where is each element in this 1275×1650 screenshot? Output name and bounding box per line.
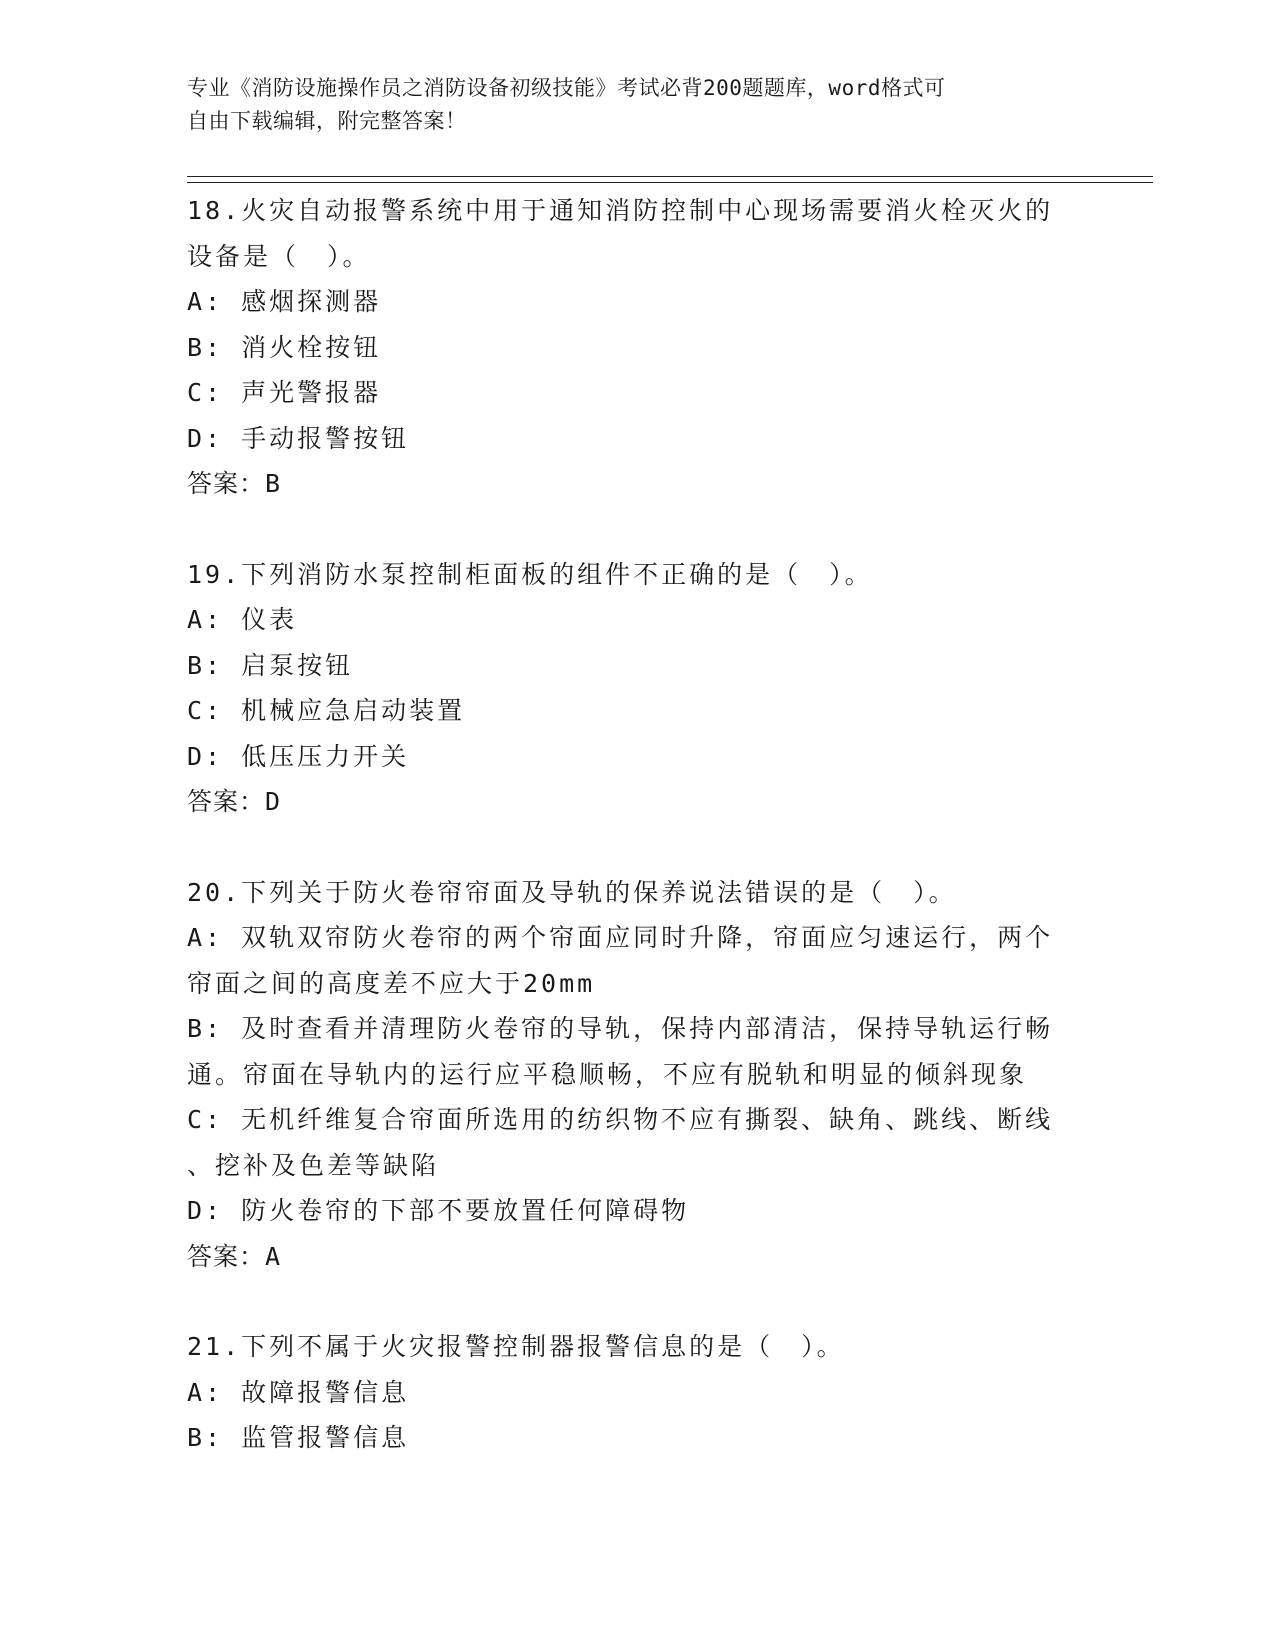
answer-option: 帘面之间的高度差不应大于20mm — [187, 968, 596, 998]
question-stem: 18.火灾自动报警系统中用于通知消防控制中心现场需要消火栓灭火的 — [187, 196, 1054, 225]
answer-option: D: 手动报警按钮 — [187, 423, 410, 453]
answer-key: 答案：A — [187, 1241, 282, 1271]
answer-option: 、挖补及色差等缺陷 — [187, 1150, 440, 1180]
answer-option: B: 监管报警信息 — [187, 1423, 410, 1452]
question-list — [187, 188, 1087, 1461]
answer-option: D: 低压压力开关 — [187, 741, 410, 771]
answer-option: A: 双轨双帘防火卷帘的两个帘面应同时升降，帘面应匀速运行，两个 — [187, 923, 1054, 952]
answer-option: C: 声光警报器 — [187, 378, 382, 407]
answer-key: 答案：B — [187, 469, 282, 498]
question-item — [187, 1324, 1087, 1461]
header-line-1: 专业《消防设施操作员之消防设备初级技能》考试必背200题题库，word格式可 — [187, 76, 946, 100]
question-item — [187, 870, 1087, 1280]
answer-option: 通。帘面在导轨内的运行应平稳顺畅，不应有脱轨和明显的倾斜现象 — [187, 1059, 1028, 1089]
answer-option: B: 启泵按钮 — [187, 650, 354, 680]
question-stem: 20.下列关于防火卷帘帘面及导轨的保养说法错误的是（ ）。 — [187, 877, 957, 907]
answer-option: B: 消火栓按钮 — [187, 332, 382, 362]
header-line-2: 自由下载编辑，附完整答案！ — [187, 109, 467, 133]
answer-option: A: 感烟探测器 — [187, 287, 382, 316]
document-header — [187, 72, 1067, 138]
header-divider-top — [187, 176, 1153, 177]
question-stem: 19.下列消防水泵控制柜面板的组件不正确的是（ ）。 — [187, 559, 873, 589]
answer-option: A: 故障报警信息 — [187, 1377, 410, 1407]
question-stem: 设备是（ ）。 — [187, 241, 371, 271]
answer-option: D: 防火卷帘的下部不要放置任何障碍物 — [187, 1196, 690, 1225]
header-divider-bottom — [187, 182, 1153, 183]
question-stem: 21.下列不属于火灾报警控制器报警信息的是（ ）。 — [187, 1332, 845, 1361]
answer-option: C: 无机纤维复合帘面所选用的纺织物不应有撕裂、缺角、跳线、断线 — [187, 1105, 1054, 1134]
question-item — [187, 188, 1087, 507]
answer-key: 答案：D — [187, 787, 282, 816]
answer-option: C: 机械应急启动装置 — [187, 696, 466, 725]
answer-option: A: 仪表 — [187, 605, 298, 634]
question-item — [187, 552, 1087, 825]
answer-option: B: 及时查看并清理防火卷帘的导轨，保持内部清洁，保持导轨运行畅 — [187, 1014, 1054, 1043]
